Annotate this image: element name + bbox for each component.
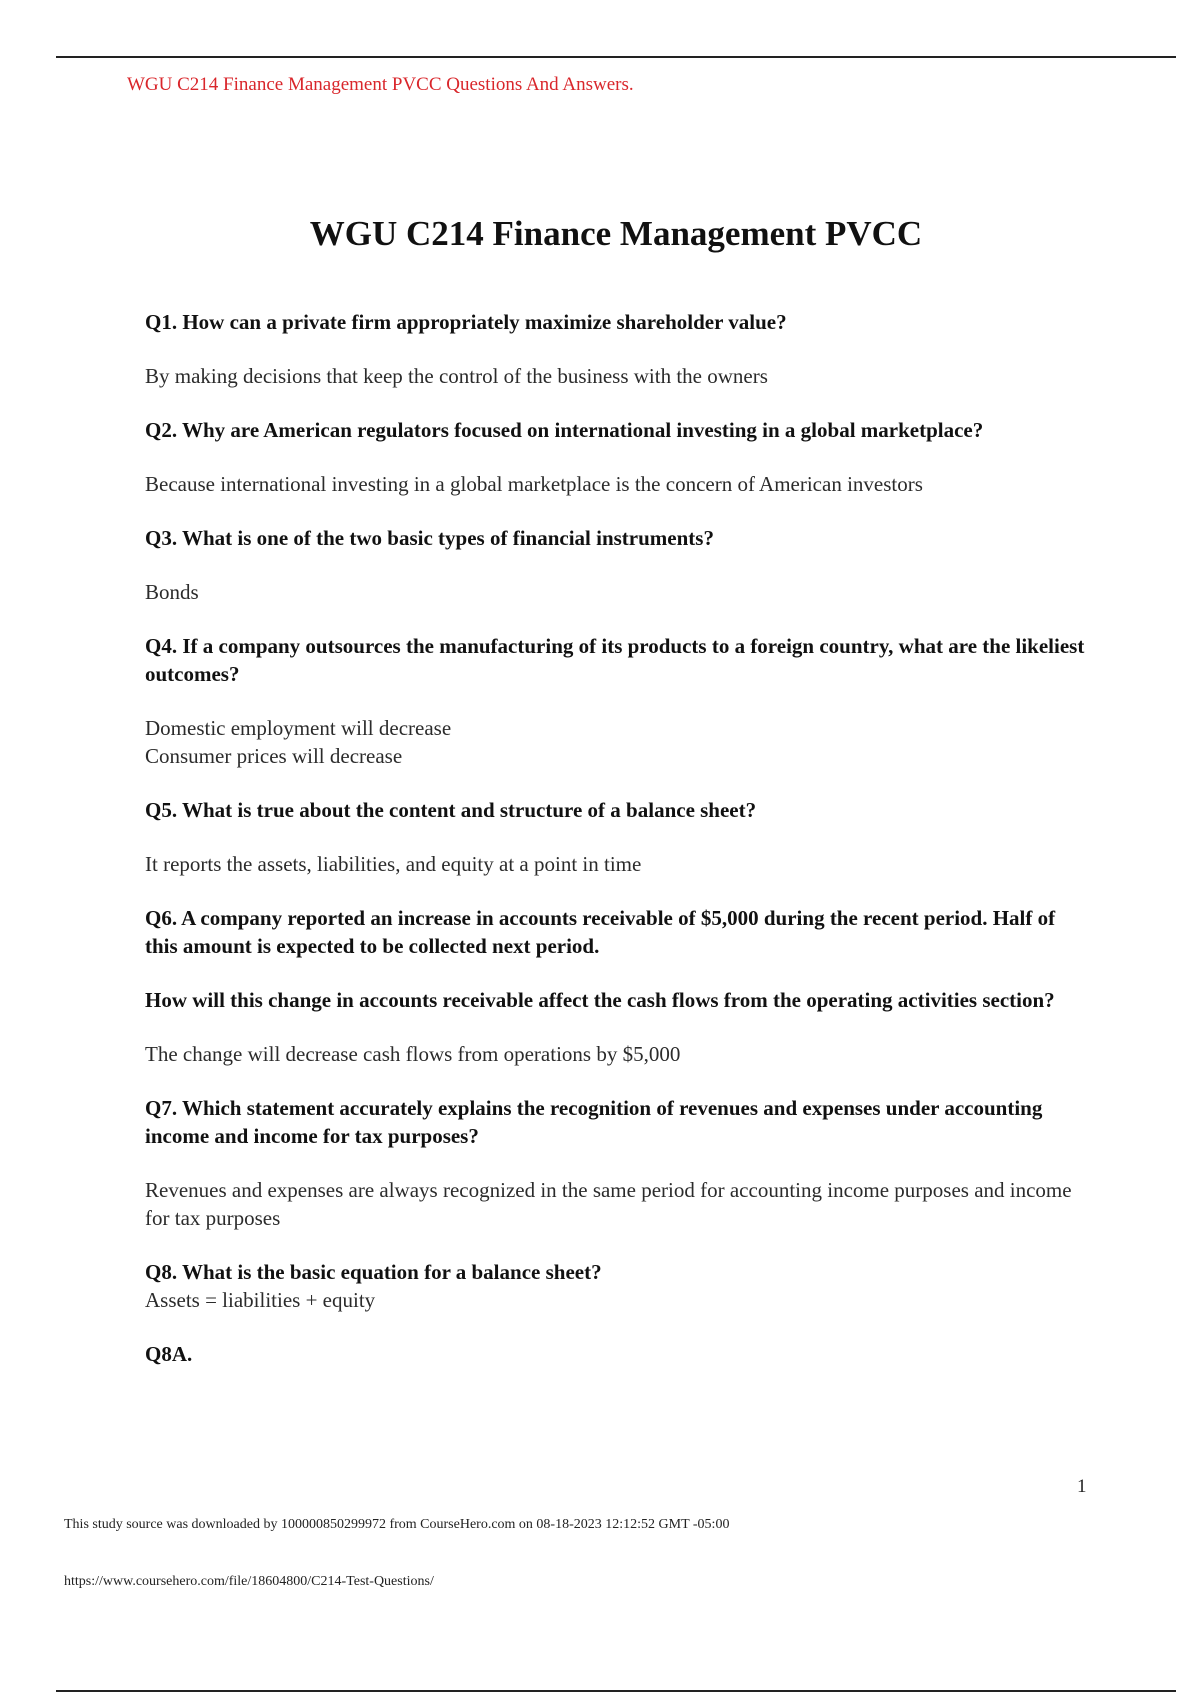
answer-line: Because international investing in a global marketplace is the concern of American investors <box>145 472 923 496</box>
question-8: Q8. What is the basic equation for a balance sheet? <box>145 1260 602 1284</box>
top-rule <box>56 56 1176 58</box>
answer-5 <box>145 850 1085 878</box>
question-5: Q5. What is true about the content and structure of a balance sheet? <box>145 798 757 822</box>
answer-line: It reports the assets, liabilities, and equity at a point in time <box>145 852 642 876</box>
source-url[interactable]: https://www.coursehero.com/file/18604800/C214-Test-Questions/ <box>64 1574 434 1589</box>
question-1: Q1. How can a private firm appropriately maximize shareholder value? <box>145 310 787 334</box>
answer-line: By making decisions that keep the control of the business with the owners <box>145 364 768 388</box>
answer-2 <box>145 470 1085 498</box>
answer-line: The change will decrease cash flows from operations by $5,000 <box>145 1042 681 1066</box>
question-6-followup: How will this change in accounts receivable affect the cash flows from the operating activities section? <box>145 988 1055 1012</box>
header-note: WGU C214 Finance Management PVCC Questions And Answers. <box>127 74 634 95</box>
qa-content <box>145 308 1085 1394</box>
answer-line: Assets = liabilities + equity <box>145 1288 376 1312</box>
question-8a: Q8A. <box>145 1342 193 1366</box>
question-7: Q7. Which statement accurately explains the recognition of revenues and expenses under accounting income and income for tax purposes? <box>145 1096 1043 1148</box>
page-number: 1 <box>1077 1476 1087 1497</box>
answer-line: Bonds <box>145 580 199 604</box>
answer-6 <box>145 1040 1085 1068</box>
document-title: WGU C214 Finance Management PVCC <box>309 214 923 253</box>
download-source-note: This study source was downloaded by 100000850299972 from CourseHero.com on 08-18-2023 12:12:52 GMT -05:00 <box>64 1517 730 1532</box>
answer-1 <box>145 362 1085 390</box>
answer-7 <box>145 1176 1085 1232</box>
answer-3 <box>145 578 1085 606</box>
question-3: Q3. What is one of the two basic types of financial instruments? <box>145 526 714 550</box>
question-4: Q4. If a company outsources the manufacturing of its products to a foreign country, what are the likeliest outcomes? <box>145 634 1085 686</box>
question-2: Q2. Why are American regulators focused on international investing in a global marketplace? <box>145 418 984 442</box>
answer-8 <box>145 1286 1085 1314</box>
bottom-rule <box>56 1690 1176 1692</box>
answer-line: Domestic employment will decrease <box>145 716 452 740</box>
answer-4 <box>145 714 1085 770</box>
question-6: Q6. A company reported an increase in accounts receivable of $5,000 during the recent period. Half of this amount is expected to be collected next period. <box>145 906 1056 958</box>
answer-line: Revenues and expenses are always recognized in the same period for accounting income purposes and income for tax purposes <box>145 1178 1072 1230</box>
answer-line: Consumer prices will decrease <box>145 744 403 768</box>
